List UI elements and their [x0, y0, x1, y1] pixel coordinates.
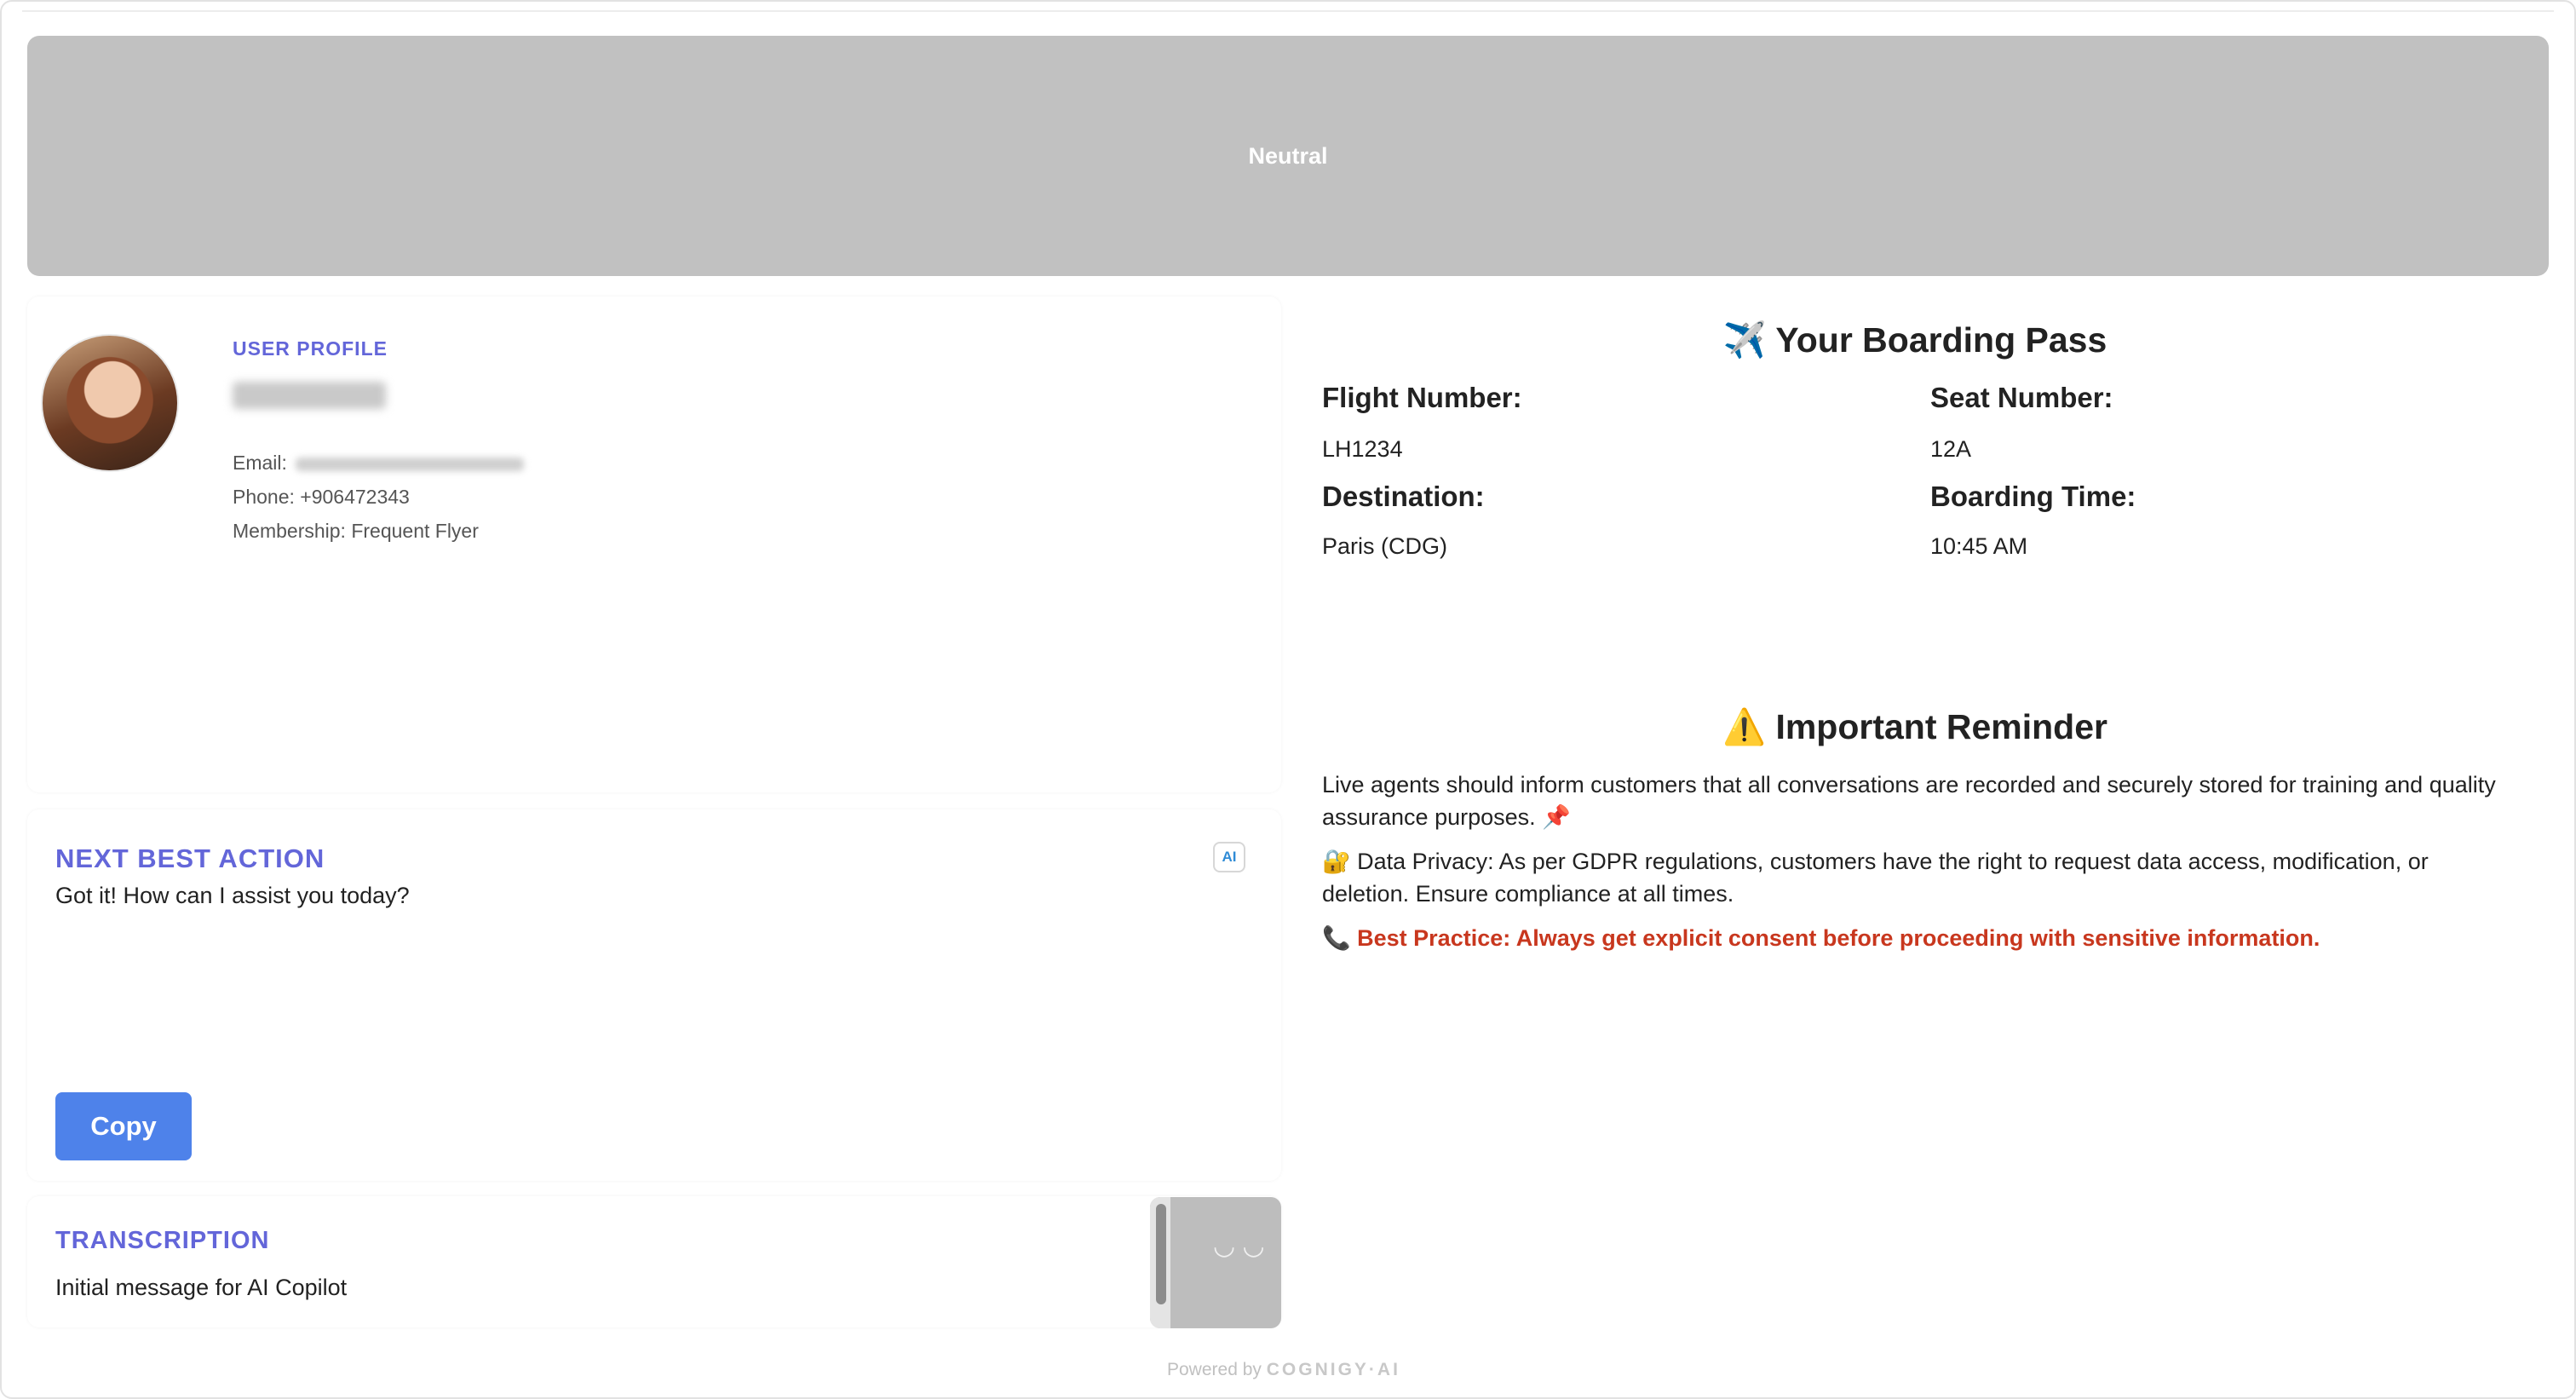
ai-icon[interactable]: AI [1213, 842, 1245, 872]
transcription-message: Initial message for AI Copilot [55, 1275, 348, 1300]
user-profile-card [27, 296, 1281, 792]
email-redacted [296, 458, 524, 471]
user-profile-label: USER PROFILE [233, 337, 388, 360]
next-best-action-title: NEXT BEST ACTION [55, 843, 325, 873]
user-phone: Phone: +906472343 [233, 486, 410, 508]
copy-button[interactable]: Copy [55, 1092, 192, 1160]
scrollbar-track[interactable] [1150, 1197, 1170, 1328]
next-best-action-card [27, 809, 1281, 1181]
transcription-title: TRANSCRIPTION [55, 1227, 270, 1254]
cognigy-logo: COGNIGY·AI [1266, 1360, 1400, 1379]
transcription-card [27, 1196, 1281, 1327]
privacy-notice: 🔐 Data Privacy: As per GDPR regulations, customers have the right to request data access, modification, or deletion. Ensure compliance at all times. [1322, 849, 2429, 907]
seat-number-label: Seat Number: [1930, 382, 2113, 413]
important-reminder-title: ⚠️ Important Reminder [1722, 707, 2107, 746]
email-label: Email: [233, 452, 287, 474]
destination-value: Paris (CDG) [1322, 533, 1447, 559]
destination-label: Destination: [1322, 481, 1485, 512]
sentiment-bar [27, 36, 2549, 276]
flight-number-value: LH1234 [1322, 436, 1403, 462]
next-best-action-message: Got it! How can I assist you today? [55, 883, 410, 908]
flight-number-label: Flight Number: [1322, 382, 1522, 413]
transcription-scroll-widget[interactable] [1150, 1197, 1281, 1328]
avatar [41, 334, 179, 472]
boarding-time-value: 10:45 AM [1930, 533, 2028, 559]
user-email [233, 452, 524, 475]
user-name-redacted [233, 382, 386, 409]
boarding-time-label: Boarding Time: [1930, 481, 2136, 512]
recording-notice: Live agents should inform customers that all conversations are recorded and securely stored for training and quality assurance purposes. 📌 [1322, 772, 2496, 830]
best-practice-text: Best Practice: Always get explicit consent before proceeding with sensitive information. [1357, 925, 2320, 951]
sentiment-label: Neutral [1248, 142, 1328, 169]
smile-face-icon: ◡ ◡ [1213, 1232, 1265, 1260]
scrollbar-thumb[interactable] [1156, 1204, 1166, 1304]
boarding-pass-title: ✈️ Your Boarding Pass [1722, 320, 2107, 360]
powered-by-label: Powered by [1167, 1360, 1262, 1379]
seat-number-value: 12A [1930, 436, 1972, 462]
best-practice-notice [1322, 922, 2515, 954]
phone-icon: 📞 [1322, 925, 1351, 951]
powered-by-footer [1167, 1360, 1400, 1380]
top-divider [22, 10, 2554, 12]
user-membership: Membership: Frequent Flyer [233, 520, 479, 542]
